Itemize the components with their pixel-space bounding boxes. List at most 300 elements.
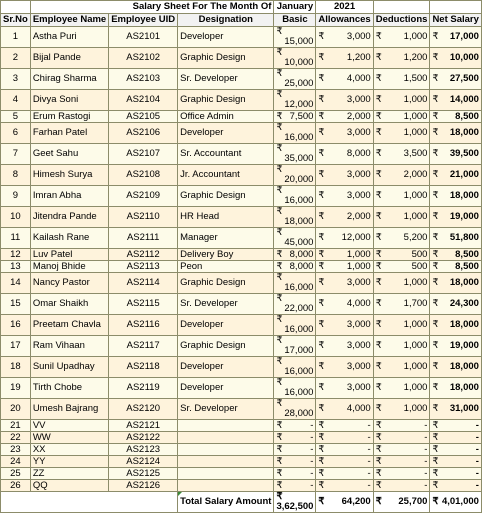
basic-cell-value: 16,000 (284, 366, 314, 377)
designation-cell[interactable]: Graphic Design (178, 48, 274, 69)
deductions-cell[interactable] (373, 249, 430, 261)
employee-name-cell[interactable]: WW (30, 432, 108, 444)
basic-cell[interactable] (274, 228, 316, 249)
net-salary-cell[interactable] (430, 27, 481, 48)
allowances-cell[interactable] (316, 228, 373, 249)
table-row (1, 111, 482, 123)
net-salary-cell[interactable] (430, 144, 481, 165)
deductions-cell[interactable] (373, 261, 430, 273)
deductions-cell[interactable] (373, 357, 430, 378)
sr-no-cell[interactable]: 7 (1, 144, 31, 165)
allowances-cell[interactable] (316, 480, 373, 492)
allowances-cell[interactable] (316, 48, 373, 69)
employee-uid-cell[interactable]: AS2120 (109, 399, 178, 420)
allowances-cell[interactable] (316, 123, 373, 144)
total-label[interactable]: Total Salary Amount (178, 492, 274, 513)
allowances-cell[interactable] (316, 186, 373, 207)
sr-no-cell[interactable]: 1 (1, 27, 31, 48)
total-net-salary[interactable] (430, 492, 481, 513)
allowances-cell[interactable] (316, 456, 373, 468)
employee-name-cell[interactable]: Imran Abha (30, 186, 108, 207)
basic-cell[interactable] (274, 432, 316, 444)
net-salary-cell-value: - (475, 443, 479, 455)
designation-cell[interactable]: Delivery Boy (178, 249, 274, 261)
allowances-cell-value: 4,000 (346, 298, 371, 309)
allowances-cell[interactable] (316, 111, 373, 123)
employee-name-cell[interactable]: ZZ (30, 468, 108, 480)
rupee-symbol: ₹ (375, 361, 382, 372)
rupee-symbol: ₹ (432, 248, 439, 260)
employee-uid-cell[interactable]: AS2115 (109, 294, 178, 315)
sr-no-cell[interactable]: 16 (1, 315, 31, 336)
employee-uid-cell[interactable]: AS2121 (109, 420, 178, 432)
employee-name-cell[interactable]: Nancy Pastor (30, 273, 108, 294)
table-row (1, 456, 482, 468)
rupee-symbol: ₹ (276, 377, 283, 388)
deductions-cell-value: - (424, 467, 428, 479)
rupee-symbol: ₹ (318, 211, 325, 222)
table-row (1, 315, 482, 336)
deductions-cell[interactable] (373, 69, 430, 90)
sr-no-cell[interactable]: 13 (1, 261, 31, 273)
allowances-cell[interactable] (316, 399, 373, 420)
header-designation[interactable]: Designation (178, 14, 274, 27)
allowances-cell[interactable] (316, 69, 373, 90)
net-salary-cell[interactable] (430, 111, 481, 123)
employee-uid-cell[interactable]: AS2124 (109, 456, 178, 468)
designation-cell[interactable]: Peon (178, 261, 274, 273)
rupee-symbol: ₹ (276, 419, 283, 431)
allowances-cell[interactable] (316, 273, 373, 294)
deductions-cell-value: 500 (411, 260, 428, 272)
employee-name-cell[interactable]: Sunil Upadhay (30, 357, 108, 378)
employee-name-cell[interactable]: Tirth Chobe (30, 378, 108, 399)
rupee-symbol: ₹ (375, 127, 382, 138)
deductions-cell-value: 1,000 (403, 211, 428, 222)
sr-no-cell[interactable]: 4 (1, 90, 31, 111)
allowances-cell[interactable] (316, 378, 373, 399)
basic-cell[interactable] (274, 456, 316, 468)
designation-cell[interactable]: Graphic Design (178, 336, 274, 357)
employee-uid-cell[interactable]: AS2108 (109, 165, 178, 186)
basic-cell[interactable] (274, 261, 316, 273)
month-cell[interactable]: January (274, 1, 316, 14)
deductions-cell[interactable] (373, 315, 430, 336)
designation-cell[interactable]: Developer (178, 378, 274, 399)
deductions-cell[interactable] (373, 273, 430, 294)
deductions-cell-value: 1,200 (403, 52, 428, 63)
rupee-symbol: ₹ (432, 496, 439, 507)
header-row (1, 14, 482, 27)
basic-cell[interactable] (274, 378, 316, 399)
rupee-symbol: ₹ (318, 190, 325, 201)
header-allowances[interactable]: Allowances (316, 14, 373, 27)
total-deductions[interactable] (373, 492, 430, 513)
basic-cell[interactable] (274, 294, 316, 315)
basic-cell[interactable] (274, 165, 316, 186)
net-salary-cell[interactable] (430, 123, 481, 144)
rupee-symbol: ₹ (318, 110, 325, 122)
year-cell[interactable]: 2021 (316, 1, 373, 14)
designation-cell[interactable]: Manager (178, 228, 274, 249)
employee-uid-cell[interactable]: AS2114 (109, 273, 178, 294)
employee-name-cell[interactable]: Chirag Sharma (30, 69, 108, 90)
employee-name-cell[interactable]: Himesh Surya (30, 165, 108, 186)
allowances-cell-value: 4,000 (346, 73, 371, 84)
allowances-cell-value: 4,000 (346, 403, 371, 414)
net-salary-cell-value: 18,000 (449, 190, 479, 201)
sr-no-cell[interactable]: 18 (1, 357, 31, 378)
rupee-symbol: ₹ (318, 148, 325, 159)
basic-cell[interactable] (274, 69, 316, 90)
deductions-cell[interactable] (373, 420, 430, 432)
net-salary-cell-value: 19,000 (449, 211, 479, 222)
sr-no-cell[interactable]: 6 (1, 123, 31, 144)
rupee-symbol: ₹ (432, 479, 439, 491)
deductions-cell-value: 1,000 (403, 382, 428, 393)
sr-no-cell[interactable]: 19 (1, 378, 31, 399)
rupee-symbol: ₹ (318, 382, 325, 393)
net-salary-cell[interactable] (430, 399, 481, 420)
sr-no-cell[interactable]: 21 (1, 420, 31, 432)
designation-cell[interactable]: Developer (178, 27, 274, 48)
deductions-cell[interactable] (373, 186, 430, 207)
deductions-cell-value: 5,200 (403, 232, 428, 243)
deductions-cell[interactable] (373, 228, 430, 249)
sr-no-cell[interactable]: 3 (1, 69, 31, 90)
deductions-cell[interactable] (373, 123, 430, 144)
basic-cell-value: 45,000 (284, 237, 314, 248)
net-salary-cell[interactable] (430, 165, 481, 186)
net-salary-cell-value: - (475, 479, 479, 491)
basic-cell[interactable] (274, 468, 316, 480)
net-salary-cell[interactable] (430, 432, 481, 444)
net-salary-cell[interactable] (430, 315, 481, 336)
allowances-cell[interactable] (316, 90, 373, 111)
deductions-cell[interactable] (373, 48, 430, 69)
employee-name-cell[interactable]: Erum Rastogi (30, 111, 108, 123)
net-salary-cell[interactable] (430, 378, 481, 399)
sr-no-cell[interactable]: 23 (1, 444, 31, 456)
net-salary-cell[interactable] (430, 261, 481, 273)
net-salary-cell[interactable] (430, 456, 481, 468)
designation-cell[interactable] (178, 456, 274, 468)
designation-cell[interactable] (178, 432, 274, 444)
allowances-cell[interactable] (316, 336, 373, 357)
employee-uid-cell[interactable]: AS2111 (109, 228, 178, 249)
basic-cell[interactable] (274, 48, 316, 69)
employee-uid-cell[interactable]: AS2122 (109, 432, 178, 444)
net-salary-cell[interactable] (430, 294, 481, 315)
employee-name-cell[interactable]: Omar Shaikh (30, 294, 108, 315)
header-net-salary[interactable]: Net Salary (430, 14, 481, 27)
net-salary-cell[interactable] (430, 69, 481, 90)
header-sr-no[interactable]: Sr.No (1, 14, 31, 27)
allowances-cell-value: 3,000 (346, 340, 371, 351)
designation-cell[interactable]: Office Admin (178, 111, 274, 123)
employee-uid-cell[interactable]: AS2117 (109, 336, 178, 357)
allowances-cell-value: 3,000 (346, 127, 371, 138)
rupee-symbol: ₹ (375, 479, 382, 491)
net-salary-cell[interactable] (430, 273, 481, 294)
designation-cell[interactable]: Graphic Design (178, 273, 274, 294)
basic-cell-value: 25,000 (284, 78, 314, 89)
employee-name-cell[interactable]: Ram Vihaan (30, 336, 108, 357)
basic-cell[interactable] (274, 444, 316, 456)
employee-name-cell[interactable]: Umesh Bajrang (30, 399, 108, 420)
basic-cell[interactable] (274, 273, 316, 294)
deductions-cell[interactable] (373, 432, 430, 444)
basic-cell[interactable] (274, 111, 316, 123)
employee-name-cell[interactable]: XX (30, 444, 108, 456)
rupee-symbol: ₹ (432, 382, 439, 393)
employee-name-cell[interactable]: Kailash Rane (30, 228, 108, 249)
employee-uid-cell[interactable]: AS2119 (109, 378, 178, 399)
rupee-symbol: ₹ (432, 260, 439, 272)
employee-uid-cell[interactable]: AS2125 (109, 468, 178, 480)
allowances-cell-value: 1,000 (346, 248, 371, 260)
allowances-cell[interactable] (316, 27, 373, 48)
sr-no-cell[interactable]: 2 (1, 48, 31, 69)
allowances-cell[interactable] (316, 468, 373, 480)
employee-uid-cell[interactable]: AS2101 (109, 27, 178, 48)
allowances-cell[interactable] (316, 165, 373, 186)
employee-name-cell[interactable]: Geet Sahu (30, 144, 108, 165)
designation-cell[interactable] (178, 468, 274, 480)
basic-cell[interactable] (274, 336, 316, 357)
employee-name-cell[interactable]: Bijal Pande (30, 48, 108, 69)
rupee-symbol: ₹ (375, 277, 382, 288)
employee-name-cell[interactable]: Jitendra Pande (30, 207, 108, 228)
allowances-cell-value: - (367, 419, 371, 431)
deductions-cell-value: 1,000 (403, 361, 428, 372)
deductions-cell-value: 1,000 (403, 110, 428, 122)
basic-cell[interactable] (274, 123, 316, 144)
deductions-cell[interactable] (373, 378, 430, 399)
employee-name-cell[interactable]: VV (30, 420, 108, 432)
sr-no-cell[interactable]: 25 (1, 468, 31, 480)
deductions-cell[interactable] (373, 468, 430, 480)
basic-cell[interactable] (274, 186, 316, 207)
employee-uid-cell[interactable]: AS2123 (109, 444, 178, 456)
designation-cell[interactable]: Sr. Accountant (178, 144, 274, 165)
allowances-cell[interactable] (316, 357, 373, 378)
rupee-symbol: ₹ (375, 31, 382, 42)
employee-uid-cell[interactable]: AS2118 (109, 357, 178, 378)
employee-uid-cell[interactable]: AS2107 (109, 144, 178, 165)
header-deductions[interactable]: Deductions (373, 14, 430, 27)
sr-no-cell[interactable]: 24 (1, 456, 31, 468)
deductions-cell[interactable] (373, 165, 430, 186)
designation-cell[interactable] (178, 444, 274, 456)
rupee-symbol: ₹ (276, 185, 283, 196)
basic-cell[interactable] (274, 27, 316, 48)
employee-uid-cell[interactable]: AS2105 (109, 111, 178, 123)
sr-no-cell[interactable]: 9 (1, 186, 31, 207)
designation-cell[interactable]: Developer (178, 315, 274, 336)
net-salary-cell[interactable] (430, 480, 481, 492)
employee-uid-cell[interactable]: AS2113 (109, 261, 178, 273)
rupee-symbol: ₹ (318, 127, 325, 138)
allowances-cell[interactable] (316, 144, 373, 165)
rupee-symbol: ₹ (375, 232, 382, 243)
employee-name-cell[interactable]: YY (30, 456, 108, 468)
header-employee-uid[interactable]: Employee UID (109, 14, 178, 27)
basic-cell-value: 12,000 (284, 99, 314, 110)
sr-no-cell[interactable]: 10 (1, 207, 31, 228)
rupee-symbol: ₹ (276, 356, 283, 367)
employee-uid-cell[interactable]: AS2110 (109, 207, 178, 228)
basic-cell[interactable] (274, 399, 316, 420)
allowances-cell[interactable] (316, 249, 373, 261)
sr-no-cell[interactable]: 15 (1, 294, 31, 315)
deductions-cell[interactable] (373, 294, 430, 315)
rupee-symbol: ₹ (375, 419, 382, 431)
table-row (1, 249, 482, 261)
rupee-symbol: ₹ (375, 382, 382, 393)
rupee-symbol: ₹ (432, 148, 439, 159)
designation-cell[interactable]: Sr. Developer (178, 294, 274, 315)
header-employee-name[interactable]: Employee Name (30, 14, 108, 27)
allowances-cell[interactable] (316, 207, 373, 228)
rupee-symbol: ₹ (318, 319, 325, 330)
employee-uid-cell[interactable]: AS2103 (109, 69, 178, 90)
rupee-symbol: ₹ (276, 431, 283, 443)
employee-name-cell[interactable]: Astha Puri (30, 27, 108, 48)
table-row (1, 69, 482, 90)
basic-cell-value: 18,000 (284, 216, 314, 227)
designation-cell[interactable]: Sr. Developer (178, 69, 274, 90)
allowances-cell[interactable] (316, 420, 373, 432)
basic-cell[interactable] (274, 420, 316, 432)
net-salary-cell-value: - (475, 455, 479, 467)
basic-cell[interactable] (274, 144, 316, 165)
designation-cell[interactable]: Jr. Accountant (178, 165, 274, 186)
employee-uid-cell[interactable]: AS2112 (109, 249, 178, 261)
basic-cell[interactable] (274, 207, 316, 228)
designation-cell[interactable]: Developer (178, 357, 274, 378)
designation-cell[interactable]: Sr. Developer (178, 399, 274, 420)
basic-cell-value: 16,000 (284, 195, 314, 206)
allowances-cell[interactable] (316, 315, 373, 336)
header-basic[interactable]: Basic (274, 14, 316, 27)
employee-name-cell[interactable]: Luv Patel (30, 249, 108, 261)
rupee-symbol: ₹ (276, 206, 283, 217)
rupee-symbol: ₹ (276, 89, 283, 100)
designation-cell[interactable] (178, 480, 274, 492)
allowances-cell[interactable] (316, 444, 373, 456)
deductions-cell[interactable] (373, 480, 430, 492)
designation-cell[interactable]: Developer (178, 123, 274, 144)
sr-no-cell[interactable]: 26 (1, 480, 31, 492)
net-salary-cell[interactable] (430, 207, 481, 228)
rupee-symbol: ₹ (276, 314, 283, 325)
deductions-cell[interactable] (373, 399, 430, 420)
employee-uid-cell[interactable]: AS2104 (109, 90, 178, 111)
designation-cell[interactable]: Graphic Design (178, 90, 274, 111)
deductions-cell-value: - (424, 455, 428, 467)
total-blank-cell[interactable] (1, 492, 178, 513)
net-salary-cell[interactable] (430, 444, 481, 456)
rupee-symbol: ₹ (276, 467, 283, 479)
basic-cell[interactable] (274, 249, 316, 261)
net-salary-cell[interactable] (430, 357, 481, 378)
net-salary-cell[interactable] (430, 48, 481, 69)
total-basic[interactable] (274, 492, 316, 513)
sr-no-cell[interactable]: 14 (1, 273, 31, 294)
net-salary-cell[interactable] (430, 228, 481, 249)
rupee-symbol: ₹ (318, 496, 325, 507)
net-salary-cell[interactable] (430, 336, 481, 357)
allowances-cell[interactable] (316, 261, 373, 273)
employee-name-cell[interactable]: QQ (30, 480, 108, 492)
employee-name-cell[interactable]: Preetam Chavla (30, 315, 108, 336)
sr-no-cell[interactable]: 5 (1, 111, 31, 123)
deductions-cell[interactable] (373, 90, 430, 111)
deductions-cell[interactable] (373, 456, 430, 468)
rupee-symbol: ₹ (375, 52, 382, 63)
employee-name-cell[interactable]: Farhan Patel (30, 123, 108, 144)
employee-uid-cell[interactable]: AS2126 (109, 480, 178, 492)
employee-uid-cell[interactable]: AS2102 (109, 48, 178, 69)
net-salary-cell[interactable] (430, 249, 481, 261)
deductions-cell[interactable] (373, 336, 430, 357)
designation-cell[interactable] (178, 420, 274, 432)
sr-no-cell[interactable]: 20 (1, 399, 31, 420)
deductions-cell-value: 1,000 (403, 403, 428, 414)
total-allowances[interactable] (316, 492, 373, 513)
basic-cell[interactable] (274, 480, 316, 492)
sr-no-cell[interactable]: 11 (1, 228, 31, 249)
net-salary-cell-value: 10,000 (449, 52, 479, 63)
deductions-cell[interactable] (373, 27, 430, 48)
rupee-symbol: ₹ (375, 298, 382, 309)
basic-cell[interactable] (274, 315, 316, 336)
basic-cell[interactable] (274, 90, 316, 111)
allowances-cell[interactable] (316, 294, 373, 315)
total-deductions-value: 25,700 (398, 496, 428, 507)
sr-no-cell[interactable]: 12 (1, 249, 31, 261)
designation-cell[interactable]: Graphic Design (178, 186, 274, 207)
sr-no-cell[interactable]: 17 (1, 336, 31, 357)
deductions-cell-value: 1,000 (403, 127, 428, 138)
deductions-cell[interactable] (373, 207, 430, 228)
sr-no-cell[interactable]: 22 (1, 432, 31, 444)
sr-no-cell[interactable]: 8 (1, 165, 31, 186)
employee-name-cell[interactable]: Divya Soni (30, 90, 108, 111)
employee-name-cell[interactable]: Manoj Bhide (30, 261, 108, 273)
allowances-cell-value: 3,000 (346, 31, 371, 42)
allowances-cell[interactable] (316, 432, 373, 444)
deductions-cell[interactable] (373, 144, 430, 165)
basic-cell[interactable] (274, 357, 316, 378)
net-salary-cell[interactable] (430, 468, 481, 480)
net-salary-cell-value: 27,500 (449, 73, 479, 84)
employee-uid-cell[interactable]: AS2116 (109, 315, 178, 336)
net-salary-cell[interactable] (430, 420, 481, 432)
designation-cell[interactable]: HR Head (178, 207, 274, 228)
net-salary-cell[interactable] (430, 90, 481, 111)
sheet-title[interactable]: Salary Sheet For The Month Of (30, 1, 274, 14)
employee-uid-cell[interactable]: AS2109 (109, 186, 178, 207)
rupee-symbol: ₹ (432, 443, 439, 455)
net-salary-cell-value: 51,800 (449, 232, 479, 243)
deductions-cell[interactable] (373, 444, 430, 456)
deductions-cell[interactable] (373, 111, 430, 123)
net-salary-cell[interactable] (430, 186, 481, 207)
rupee-symbol: ₹ (432, 169, 439, 180)
employee-uid-cell[interactable]: AS2106 (109, 123, 178, 144)
